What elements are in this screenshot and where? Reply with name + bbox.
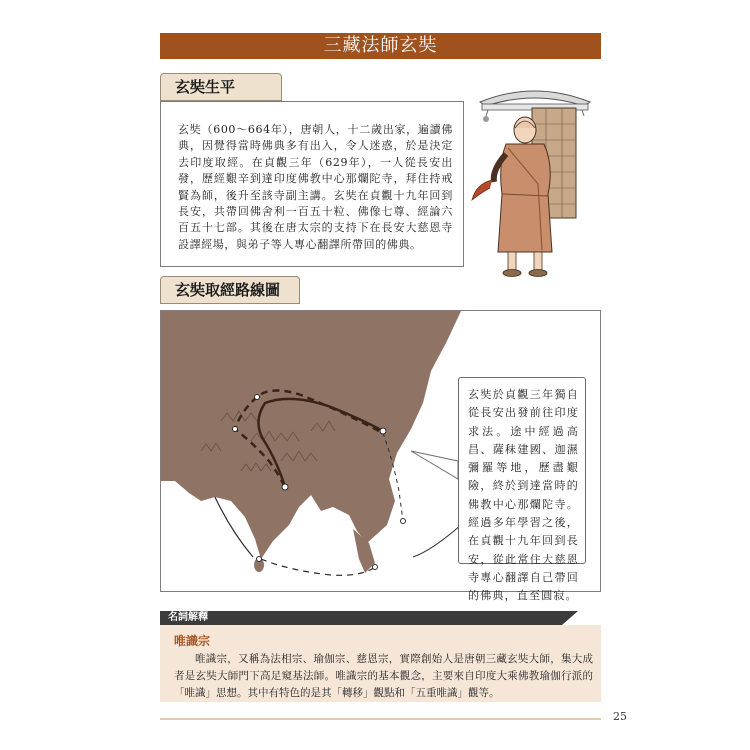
nalanda-point xyxy=(282,484,288,490)
route-callout xyxy=(458,377,586,603)
callout-text: 玄奘於貞觀三年獨自從長安出發前往印度求法。途中經過高昌、薩秣建國、迦濕彌羅等地，歷盡艱險，終於到達當時的佛教中心那爛陀寺。經過多年學習之後，在貞觀十九年回到長安，從此常住大慈恩寺專心翻譯自己帶回的佛典，直至圓寂。 xyxy=(468,388,579,603)
term-description: 唯識宗，又稱為法相宗、瑜伽宗、慈恩宗，實際創始人是唐朝三藏玄奘大師，集大成者是玄奘大師門下高足窺基法師。唯識宗的基本觀念，主要來自印度大乘佛教瑜伽行派的「唯識」思想。其中有特色的是其「轉移」觀點和「五重唯識」觀等。 xyxy=(174,653,593,699)
page-title: 三藏法師玄奘 xyxy=(160,33,601,59)
terms-header-bar: 名詞解釋 xyxy=(160,611,562,625)
term-title: 唯識宗 xyxy=(174,634,211,648)
sea-route xyxy=(261,559,375,575)
changan-point xyxy=(380,428,386,434)
terms-header-tab xyxy=(562,611,578,625)
asia-landmass xyxy=(161,311,461,559)
footer-divider xyxy=(160,718,601,720)
xuanzang-illustration xyxy=(468,74,600,284)
terms-box xyxy=(160,625,601,702)
page-number: 25 xyxy=(613,710,627,723)
bio-text-box xyxy=(160,101,464,267)
bio-text: 玄奘（600～664年），唐朝人，十二歲出家，遍讀佛典，因覺得當時佛典多有出入，令人迷惑，於是決定去印度取經。在貞觀三年（629年），一人從長安出發，歷經艱辛到達印度佛教中心那爛陀寺，拜住持戒賢為師，後升至該寺副主講。玄奘在貞觀十九年回到長安，共帶回佛舍利一百五十粒、佛像七尊、經論六百五十七部。其後在唐太宗的支持下在長安大慈恩寺設譯經場，與弟子等人專心翻譯所帶回的佛典。 xyxy=(178,123,453,251)
route-map-box xyxy=(160,310,601,603)
section-heading-route: 玄奘取經路線圖 xyxy=(160,276,300,304)
section-heading-bio: 玄奘生平 xyxy=(160,73,282,101)
